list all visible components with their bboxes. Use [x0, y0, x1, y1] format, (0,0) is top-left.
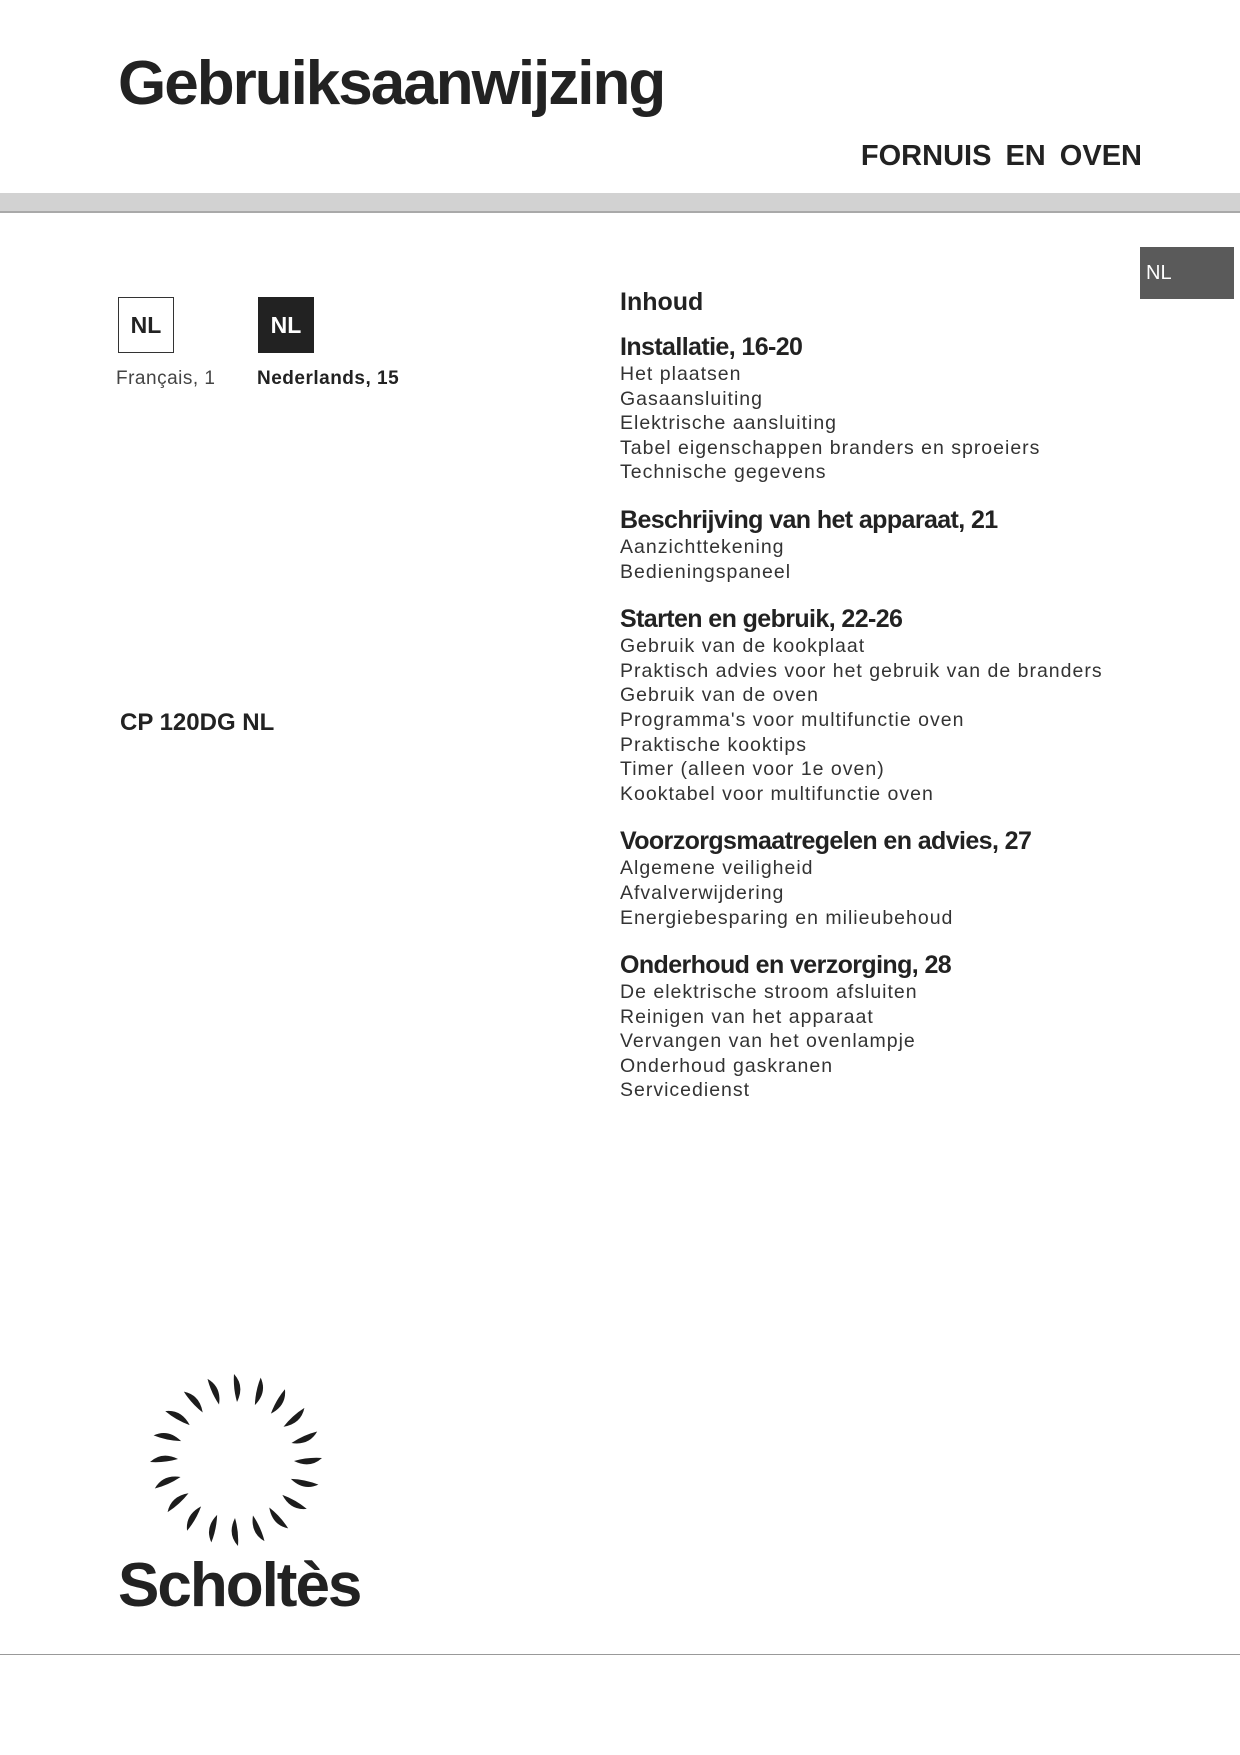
sun-ray: [205, 1514, 220, 1543]
language-box-dutch: [258, 297, 314, 353]
language-label-french: Français, 1: [116, 368, 216, 389]
toc-section-title: Beschrijving van het apparaat, 21: [620, 505, 998, 534]
toc-item: Reinigen van het apparaat: [620, 1005, 874, 1028]
toc-item: Het plaatsen: [620, 363, 742, 385]
toc-section-installatie: [620, 332, 1220, 485]
table-of-contents: [620, 288, 1220, 1123]
toc-item: Algemene veiligheid: [620, 857, 814, 880]
sun-ray: [182, 1504, 204, 1531]
toc-item: Bedieningspaneel: [620, 560, 792, 583]
header-band: [0, 193, 1240, 213]
language-code: NL: [130, 311, 162, 338]
footer-rule: [0, 1654, 1240, 1655]
toc-item: Vervangen van het ovenlampje: [620, 1030, 916, 1053]
model-number: CP 120DG NL: [120, 709, 275, 736]
toc-item: Servicedienst: [620, 1079, 751, 1102]
toc-item: Gasaansluiting: [620, 387, 763, 410]
sun-burst-logo-icon: [148, 1372, 324, 1553]
sun-ray: [207, 1377, 222, 1406]
sun-ray: [154, 1429, 183, 1444]
sun-ray: [267, 1506, 289, 1533]
toc-item: Gebruik van de oven: [620, 684, 819, 707]
sun-ray: [282, 1408, 309, 1430]
toc-item: Energiebesparing en milieubehoud: [620, 906, 954, 929]
toc-item: Technische gegevens: [620, 461, 827, 484]
sun-ray: [294, 1458, 322, 1465]
toc-section-title: Voorzorgsmaatregelen en advies, 27: [620, 827, 1032, 856]
toc-section-title: Onderhoud en verzorging, 28: [620, 951, 952, 980]
sun-ray: [280, 1492, 307, 1514]
toc-item: Praktische kooktips: [620, 733, 807, 756]
sun-ray: [184, 1388, 206, 1415]
toc-item: Onderhoud gaskranen: [620, 1054, 834, 1077]
toc-item: Gebruik van de kookplaat: [620, 635, 866, 658]
toc-section-starten: [620, 604, 1220, 806]
sun-ray: [252, 1378, 267, 1407]
toc-item: Tabel eigenschappen branders en sproeiers: [620, 436, 1041, 459]
toc-section-voorzorgsmaatregelen: [620, 826, 1220, 930]
sun-ray: [164, 1491, 191, 1513]
toc-item: Praktisch advies voor het gebruik van de branders: [620, 659, 1103, 682]
toc-item: Aanzichttekening: [620, 535, 785, 558]
toc-item: Kooktabel voor multifunctie oven: [620, 782, 934, 805]
sun-ray: [290, 1476, 319, 1491]
document-title: Gebruiksaanwijzing: [118, 49, 665, 118]
sun-ray: [268, 1389, 290, 1416]
language-box-french: [118, 297, 174, 353]
toc-item: Afvalverwijdering: [620, 881, 785, 904]
sun-ray: [165, 1406, 192, 1428]
language-side-tab-label: NL: [1146, 261, 1172, 284]
toc-item: Timer (alleen voor 1e oven): [620, 758, 885, 781]
toc-heading: Inhoud: [620, 288, 704, 316]
toc-item: Elektrische aansluiting: [620, 412, 838, 435]
brand-name: Scholtès: [118, 1551, 361, 1620]
toc-section-beschrijving: [620, 505, 1220, 584]
toc-item: De elektrische stroom afsluiten: [620, 981, 918, 1004]
sun-ray: [234, 1374, 241, 1402]
toc-section-title: Starten en gebruik, 22-26: [620, 605, 903, 634]
sun-ray: [150, 1456, 178, 1463]
sun-ray: [153, 1474, 182, 1489]
sun-ray: [250, 1514, 265, 1543]
toc-section-onderhoud: [620, 950, 1220, 1103]
toc-item: Programma's voor multifunctie oven: [620, 708, 965, 731]
sun-ray: [232, 1518, 239, 1546]
toc-section-title: Installatie, 16-20: [620, 333, 803, 361]
document-subtitle: FORNUIS EN OVEN: [860, 140, 1142, 172]
language-code: NL: [270, 311, 302, 338]
sun-ray: [290, 1431, 319, 1446]
language-label-dutch: Nederlands, 15: [257, 368, 400, 389]
